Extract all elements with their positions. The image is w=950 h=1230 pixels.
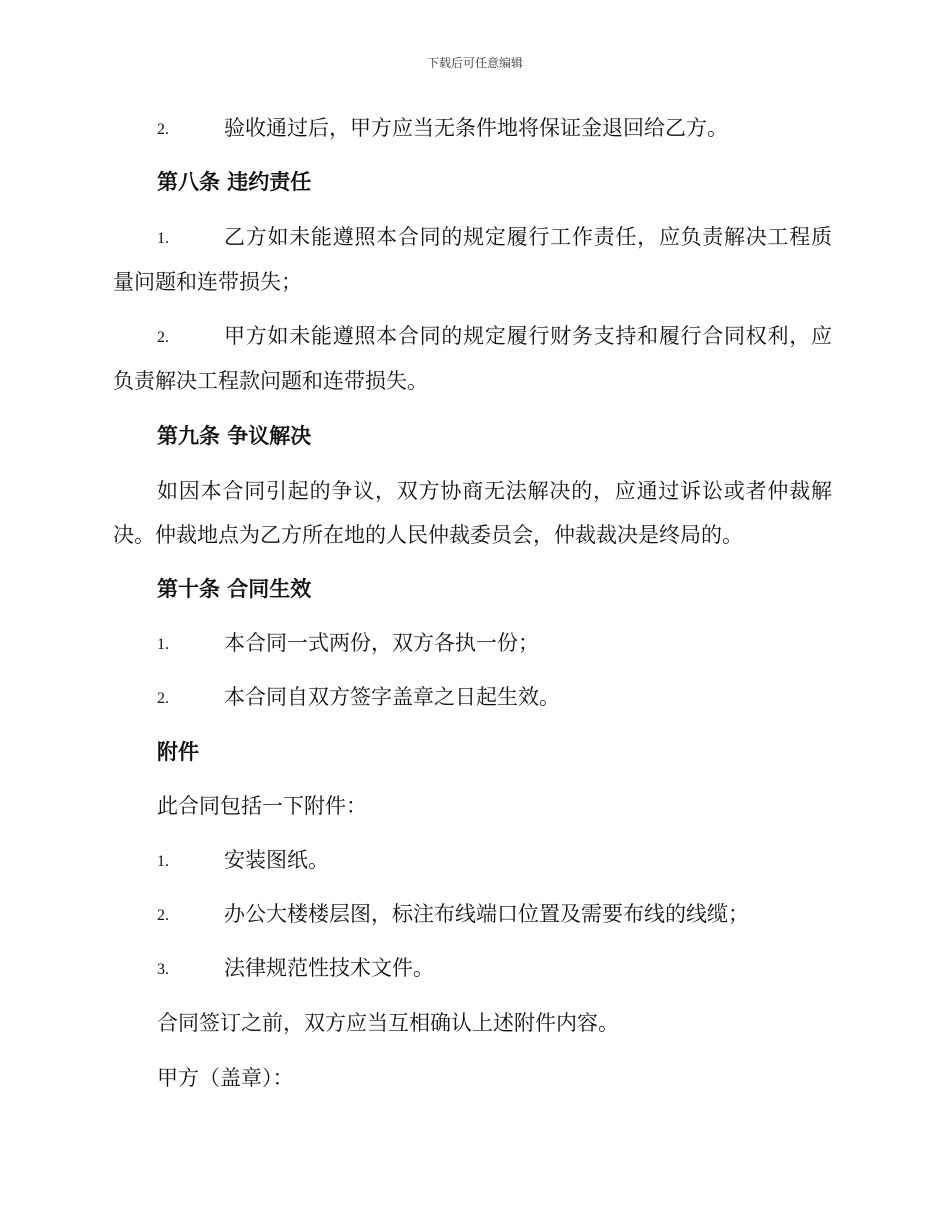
list-number: 2. bbox=[157, 121, 169, 138]
page-header: 下载后可任意编辑 bbox=[426, 56, 523, 70]
section-heading-article-10: 第十条 合同生效 bbox=[157, 577, 312, 601]
paragraph-text: 如因本合同引起的争议，双方协商无法解决的，应通过诉讼或者仲裁解 bbox=[157, 479, 832, 503]
list-item-text: 本合同自双方签字盖章之日起生效。 bbox=[224, 685, 560, 709]
list-number: 1. bbox=[157, 853, 169, 870]
list-item-text: 法律规范性技术文件。 bbox=[224, 956, 434, 980]
list-item-text-continuation: 量问题和连带损失； bbox=[113, 270, 302, 294]
list-item-text: 办公大楼楼层图，标注布线端口位置及需要布线的线缆； bbox=[224, 902, 749, 926]
list-item-text: 安装图纸。 bbox=[224, 848, 329, 872]
paragraph-text: 合同签订之前，双方应当互相确认上述附件内容。 bbox=[157, 1011, 619, 1035]
list-number: 1. bbox=[157, 230, 169, 247]
list-number: 1. bbox=[157, 636, 169, 653]
list-item-text: 乙方如未能遵照本合同的规定履行工作责任，应负责解决工程质 bbox=[224, 225, 832, 249]
list-item-text-continuation: 负责解决工程款问题和连带损失。 bbox=[113, 369, 428, 393]
list-item-text: 验收通过后，甲方应当无条件地将保证金退回给乙方。 bbox=[224, 116, 728, 140]
list-number: 2. bbox=[157, 907, 169, 924]
section-heading-article-8: 第八条 违约责任 bbox=[157, 170, 312, 194]
list-number: 3. bbox=[157, 961, 169, 978]
list-number: 2. bbox=[157, 690, 169, 707]
paragraph-text-continuation: 决。仲裁地点为乙方所在地的人民仲裁委员会，仲裁裁决是终局的。 bbox=[113, 523, 743, 547]
section-heading-article-9: 第九条 争议解决 bbox=[157, 424, 312, 448]
list-item-text: 甲方如未能遵照本合同的规定履行财务支持和履行合同权利，应 bbox=[224, 324, 832, 348]
list-number: 2. bbox=[157, 329, 169, 346]
section-heading-attachments: 附件 bbox=[157, 740, 199, 764]
paragraph-text: 此合同包括一下附件： bbox=[157, 794, 367, 818]
list-item-text: 本合同一式两份，双方各执一份； bbox=[224, 631, 539, 655]
signature-label-party-a: 甲方（盖章）： bbox=[157, 1066, 294, 1090]
